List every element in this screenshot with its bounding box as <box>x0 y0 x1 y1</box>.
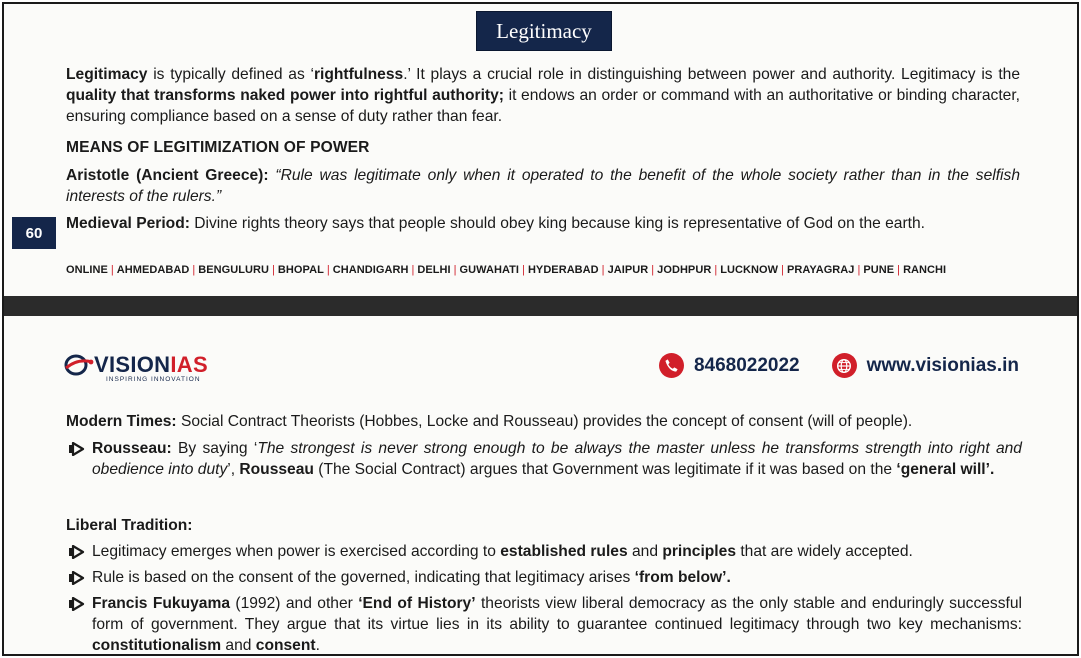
bullet-arrow-icon <box>68 545 85 559</box>
city-list: ONLINE | AHMEDABAD | BENGULURU | BHOPAL | CHANDIGARH | DELHI | GUWAHATI | HYDERABAD | JAIPUR | JODHPUR | LUCKNOW | PRAYAGRAJ | PUNE | RANCHI <box>66 264 947 276</box>
visionias-logo <box>64 350 224 384</box>
page-top <box>4 4 1077 296</box>
page-number: 60 <box>12 217 56 249</box>
website-link[interactable]: www.visionias.in <box>866 354 1019 376</box>
logo-text: VISIONIAS <box>94 352 208 377</box>
bullet-arrow-icon <box>68 442 85 456</box>
page-bottom <box>4 316 1077 656</box>
page-divider <box>4 296 1077 316</box>
medieval-paragraph: Medieval Period: Divine rights theory says that people should obey king because king is representative of God on the earth. <box>66 215 925 232</box>
modern-times-paragraph: Modern Times: Social Contract Theorists (Hobbes, Locke and Rousseau) provides the concept of consent (will of people). <box>66 413 913 430</box>
document-frame <box>2 2 1079 656</box>
rousseau-bullet: Rousseau: By saying ‘The strongest is never strong enough to be always the master unless he transforms strength into right and obedience into duty’, Rousseau (The Social Contract) argues that Government was legitimate if it was based on the ‘general will’. <box>66 438 1022 480</box>
liberal-bullet: Francis Fukuyama (1992) and other ‘End of History’ theorists view liberal democracy as the only stable and enduringly successful form of government. They argue that its virtue lies in its ability to guarantee continued legitimacy through two key mechanisms: constitutionalism and consent. <box>66 593 1022 656</box>
phone-number[interactable]: 8468022022 <box>693 354 800 376</box>
phone-icon <box>659 353 684 378</box>
section-heading: MEANS OF LEGITIMIZATION OF POWER <box>66 139 370 156</box>
contact-bar <box>659 353 1019 378</box>
logo-tagline: INSPIRING INNOVATION <box>106 376 201 383</box>
legitimacy-definition: Legitimacy is typically defined as ‘rightfulness.’ It plays a crucial role in distinguishing between power and authority. Legitimacy is the quality that transforms naked power into rightful authority; it endows an order or command with an authoritative or binding character, ensuring compliance based on a sense of duty rather than fear. <box>66 66 1020 125</box>
liberal-bullet: Legitimacy emerges when power is exercised according to established rules and principles that are widely accepted. <box>66 541 1022 562</box>
logo-swoosh-icon <box>64 354 94 376</box>
bullet-arrow-icon <box>68 571 85 585</box>
page-title: Legitimacy <box>476 11 612 51</box>
globe-icon <box>832 353 857 378</box>
liberal-tradition-heading: Liberal Tradition: <box>66 517 193 534</box>
liberal-bullet: Rule is based on the consent of the governed, indicating that legitimacy arises ‘from below’. <box>66 567 1022 588</box>
aristotle-paragraph: Aristotle (Ancient Greece): “Rule was legitimate only when it operated to the benefit of the whole society rather than in the selfish interests of the rulers.” <box>66 167 1020 205</box>
bullet-arrow-icon <box>68 597 85 611</box>
